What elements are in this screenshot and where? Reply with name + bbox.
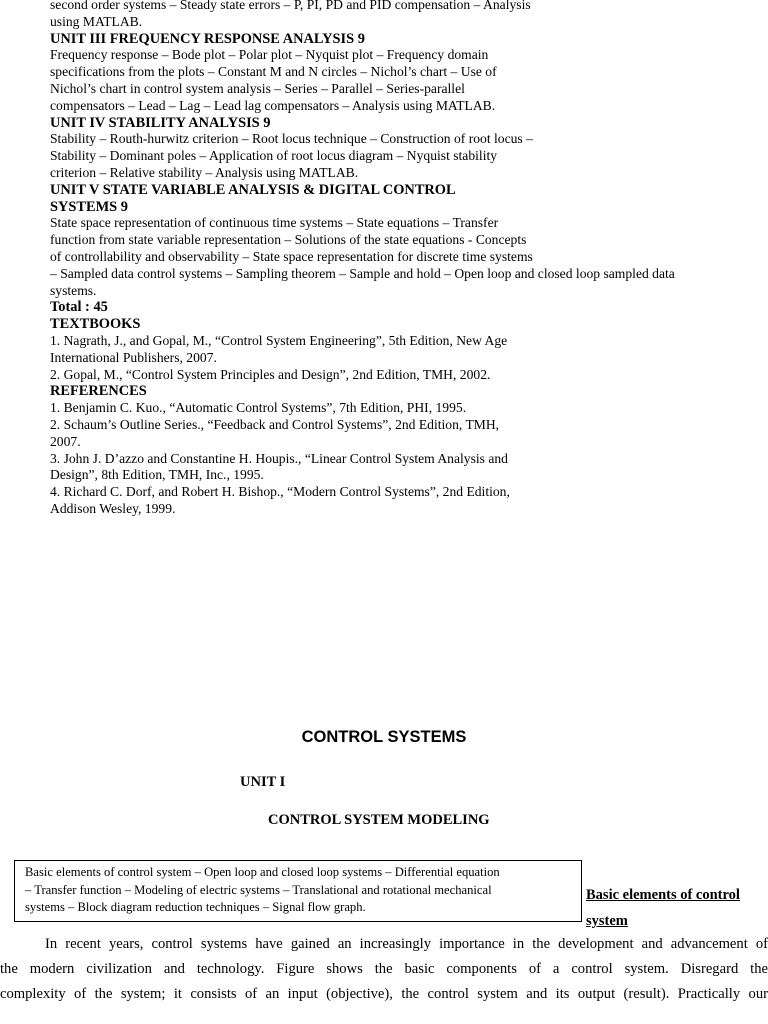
syllabus-line: Frequency response – Bode plot – Polar plot – Nyquist plot – Frequency domain bbox=[50, 47, 489, 63]
reference-entry: Design”, 8th Edition, TMH, Inc., 1995. bbox=[50, 467, 264, 483]
paragraph-line: complexity of the system; it consists of an input (objective), the control system and its output (result). Practically our bbox=[0, 986, 768, 1002]
section-heading bbox=[586, 882, 740, 934]
paragraph-line: In recent years, control systems have gained an increasingly importance in the development and advancement of bbox=[45, 936, 768, 952]
syllabus-text bbox=[50, 0, 762, 518]
syllabus-line: Stability – Routh-hurwitz criterion – Root locus technique – Construction of root locus – bbox=[50, 131, 533, 147]
summary-line: systems – Block diagram reduction techniques – Signal flow graph. bbox=[25, 900, 366, 915]
syllabus-line: Nichol’s chart in control system analysis – Series – Parallel – Series-parallel bbox=[50, 80, 465, 96]
syllabus-line: criterion – Relative stability – Analysis using MATLAB. bbox=[50, 164, 359, 180]
textbook-entry: 1. Nagrath, J., and Gopal, M., “Control System Engineering”, 5th Edition, New Age bbox=[50, 332, 508, 348]
reference-entry: 2. Schaum’s Outline Series., “Feedback and Control Systems”, 2nd Edition, TMH, bbox=[50, 416, 500, 432]
reference-entry: 4. Richard C. Dorf, and Robert H. Bishop., “Modern Control Systems”, 2nd Edition, bbox=[50, 484, 510, 500]
chapter-subtitle: CONTROL SYSTEM MODELING bbox=[268, 812, 490, 828]
body-paragraph bbox=[0, 932, 768, 1007]
total-hours: Total : 45 bbox=[50, 299, 108, 316]
syllabus-line: function from state variable representation – Solutions of the state equations - Concepts bbox=[50, 232, 527, 248]
syllabus-line: second order systems – Steady state errors – P, PI, PD and PID compensation – Analysis bbox=[50, 0, 531, 12]
unit-heading: UNIT III FREQUENCY RESPONSE ANALYSIS 9 bbox=[50, 30, 365, 47]
syllabus-line: compensators – Lead – Lag – Lead lag compensators – Analysis using MATLAB. bbox=[50, 97, 496, 113]
syllabus-line: using MATLAB. bbox=[50, 13, 143, 29]
textbooks-heading: TEXTBOOKS bbox=[50, 316, 141, 333]
summary-line: – Transfer function – Modeling of electric systems – Translational and rotational mechanical bbox=[25, 882, 492, 897]
textbook-entry: International Publishers, 2007. bbox=[50, 349, 217, 365]
unit-label: UNIT I bbox=[240, 774, 286, 790]
summary-box bbox=[14, 860, 582, 922]
syllabus-line: State space representation of continuous time systems – State equations – Transfer bbox=[50, 215, 499, 231]
reference-entry: 2007. bbox=[50, 433, 81, 449]
chapter-title: CONTROL SYSTEMS bbox=[301, 728, 467, 746]
unit-heading: UNIT IV STABILITY ANALYSIS 9 bbox=[50, 114, 271, 131]
textbook-entry: 2. Gopal, M., “Control System Principles and Design”, 2nd Edition, TMH, 2002. bbox=[50, 366, 491, 382]
summary-line: Basic elements of control system – Open loop and closed loop systems – Differential equation bbox=[25, 865, 500, 879]
references-heading: REFERENCES bbox=[50, 383, 147, 400]
paragraph-line: the modern civilization and technology. Figure shows the basic components of a control system. Disregard the bbox=[0, 961, 768, 977]
syllabus-line: – Sampled data control systems – Sampling theorem – Sample and hold – Open loop and closed loop sampled data bbox=[50, 265, 675, 281]
unit-heading: UNIT V STATE VARIABLE ANALYSIS & DIGITAL CONTROL bbox=[50, 181, 456, 198]
section-heading-line: system bbox=[586, 913, 628, 929]
reference-entry: Addison Wesley, 1999. bbox=[50, 500, 176, 516]
reference-entry: 1. Benjamin C. Kuo., “Automatic Control Systems”, 7th Edition, PHI, 1995. bbox=[50, 400, 467, 416]
syllabus-line: specifications from the plots – Constant M and N circles – Nichol’s chart – Use of bbox=[50, 64, 497, 80]
unit-heading: SYSTEMS 9 bbox=[50, 198, 128, 215]
syllabus-line: of controllability and observability – State space representation for discrete time systems bbox=[50, 248, 533, 264]
syllabus-line: systems. bbox=[50, 282, 97, 298]
reference-entry: 3. John J. D’azzo and Constantine H. Houpis., “Linear Control System Analysis and bbox=[50, 450, 508, 466]
syllabus-line: Stability – Dominant poles – Application of root locus diagram – Nyquist stability bbox=[50, 148, 498, 164]
section-heading-line: Basic elements of control bbox=[586, 887, 740, 903]
